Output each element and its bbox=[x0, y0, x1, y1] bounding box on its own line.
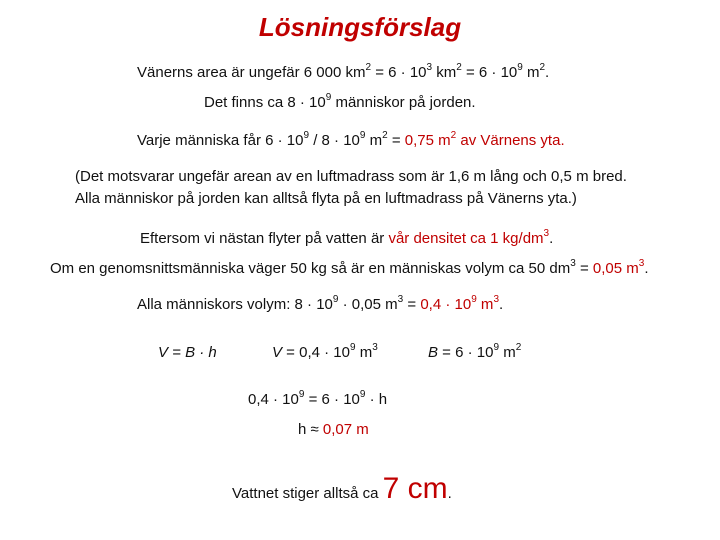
highlight-h-result: 0,07 m bbox=[322, 421, 369, 438]
text-line-area: Vänerns area är ungefär 6 000 $km^2 = 6 \cdot 10^3$ $km^2 = 6 \cdot 10^9$ $m^2$. bbox=[137, 62, 550, 81]
formula-b-value: $B = 6 \cdot 10^9$ $m^2$ bbox=[428, 342, 522, 361]
text-line-volume-all: Alla människors volym: $8 \cdot 10^9 \cdot 0,05$ $m^3 = 0,4 \cdot 10^9$ $m^3$. bbox=[137, 294, 504, 313]
highlight-share: 0,75 $m^2$ av Värnens yta. bbox=[404, 130, 565, 149]
highlight-volume-person: 0,05 $m^3$ bbox=[592, 258, 645, 277]
text-line-density: Eftersom vi nästan flyter på vatten är vår densitet ca 1 $kg/dm^3$. bbox=[140, 228, 554, 247]
highlight-volume-all: $0,4 \cdot 10^9$ $m^3$ bbox=[420, 294, 499, 313]
highlight-density: vår densitet ca 1 $kg/dm^3$ bbox=[388, 228, 550, 247]
formula-h-result: h ≈ 0,07 m bbox=[298, 421, 369, 438]
text-line-share: Varje människa får $6 \cdot 10^9 / 8 \cdot 10^9$ $m^2 = 0,75$ $m^2$ av Värnens yta. bbox=[137, 130, 565, 149]
formula-v-value: $V = 0,4 \cdot 10^9$ $m^3$ bbox=[272, 342, 378, 361]
text-line-mattress-2: Alla människor på jorden kan alltså flyta på en luftmadrass på Vänerns yta.) bbox=[75, 190, 577, 207]
text-line-mattress-1: (Det motsvarar ungefär arean av en luftmadrass som är 1,6 m lång och 0,5 m bred. bbox=[75, 168, 627, 185]
text-line-volume-person: Om en genomsnittsmänniska väger 50 kg så är en människas volym ca 50 $dm^3 = 0,05$ $m^3$. bbox=[50, 258, 649, 277]
conclusion-line: Vattnet stiger alltså ca 7 cm. bbox=[232, 472, 452, 505]
highlight-conclusion: 7 cm bbox=[382, 472, 448, 505]
formula-volume: V = B · h bbox=[158, 344, 217, 361]
formula-equation: $0,4 \cdot 10^9 = 6 \cdot 10^9 \cdot h$ bbox=[248, 389, 388, 408]
page-title: Lösningsförslag bbox=[258, 12, 462, 42]
text-line-population: Det finns ca $8 \cdot 10^9$ människor på jorden. bbox=[204, 92, 476, 111]
